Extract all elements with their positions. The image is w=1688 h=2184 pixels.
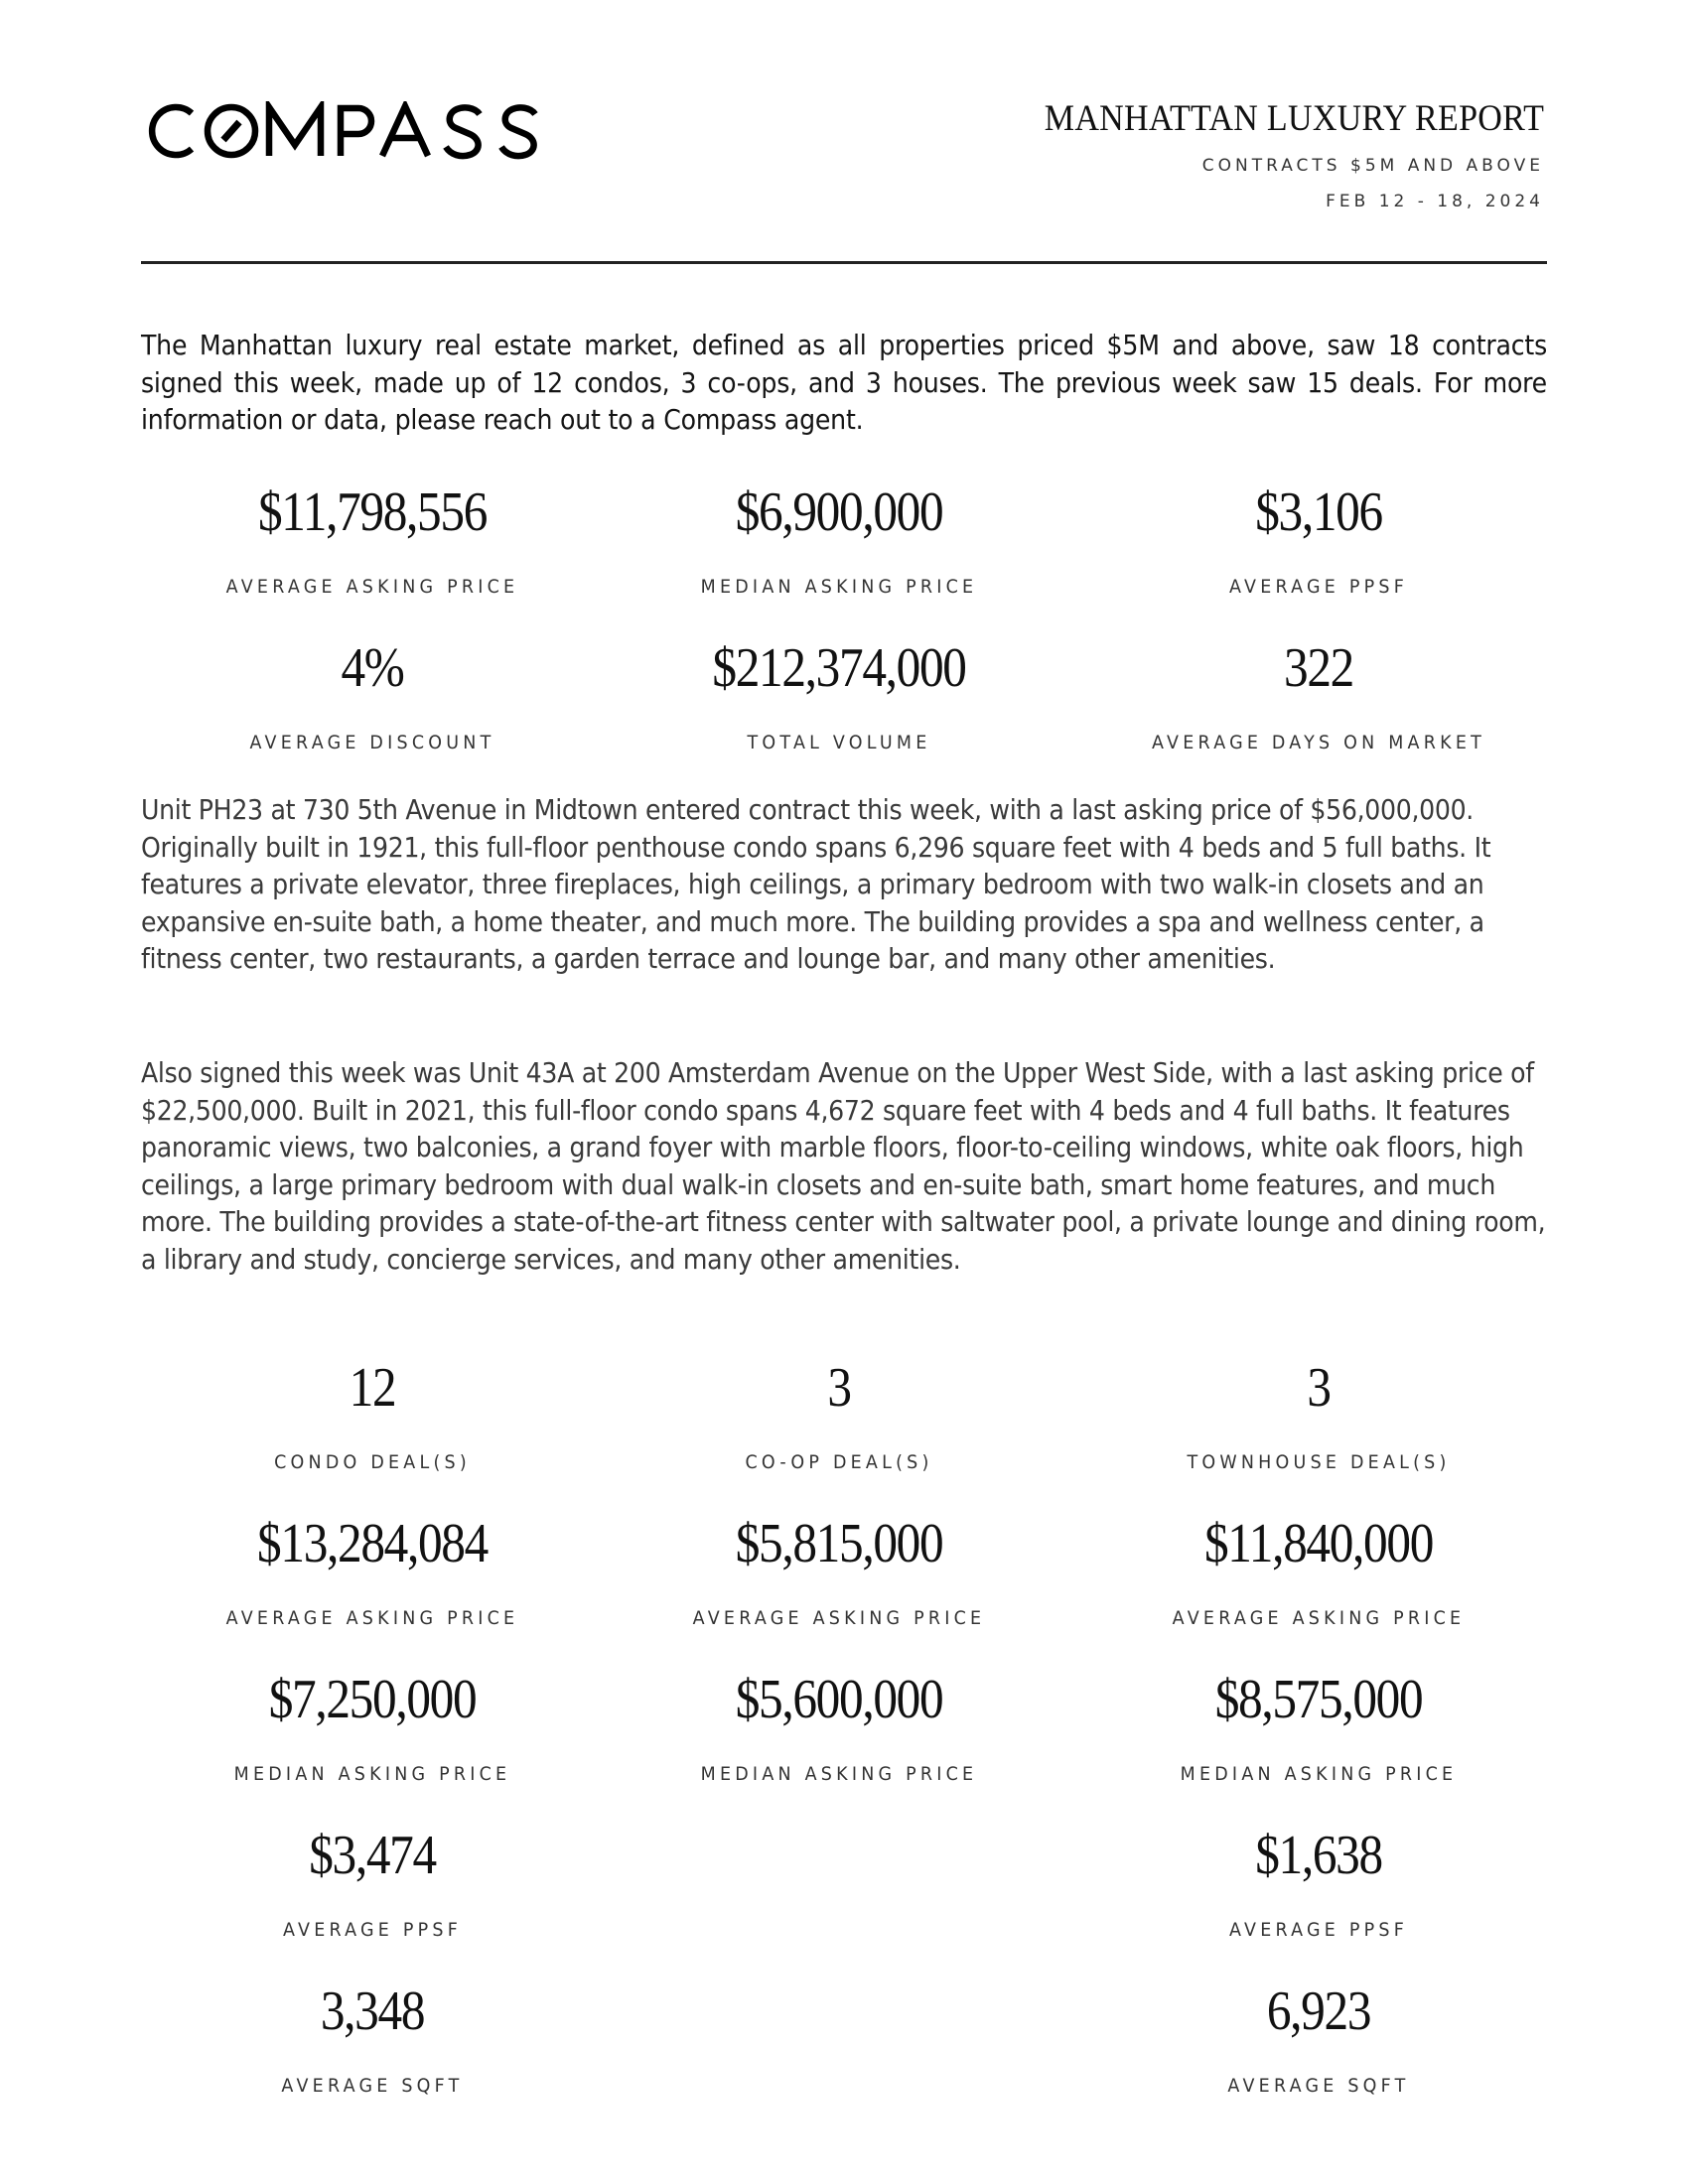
stat-label: AVERAGE PPSF bbox=[1228, 1919, 1409, 1941]
stat-label: MEDIAN ASKING PRICE bbox=[700, 1763, 978, 1785]
stat-value: $3,474 bbox=[309, 1825, 436, 1886]
highlight-paragraph-2: Also signed this week was Unit 43A at 200 Amsterdam Avenue on the Upper West Side, with a last asking price of $22,500,000. Built in 2021, this full-floor condo spans 4,672 square feet with 4 beds and 4 full baths. It features panoramic views, two balconies, a grand foyer with marble floors, floor-to-ceiling windows, white oak floors, high ceilings, a large primary bedroom with dual walk-in closets and en-suite bath, smart home features, and much more. The building provides a state-of-the-art fitness center with saltwater pool, a private lounge and dining room, a library and study, concierge services, and many other amenities. bbox=[141, 1056, 1546, 1276]
stat-label: AVERAGE DISCOUNT bbox=[249, 732, 495, 753]
report-date-range: FEB 12 - 18, 2024 bbox=[1326, 192, 1544, 211]
condo-average-ppsf bbox=[144, 1825, 601, 1941]
coop-median-asking-price bbox=[611, 1669, 1067, 1785]
stat-label: AVERAGE ASKING PRICE bbox=[1172, 1607, 1466, 1629]
stat-label: AVERAGE ASKING PRICE bbox=[225, 1607, 519, 1629]
stat-value: $11,840,000 bbox=[1203, 1513, 1434, 1574]
stat-average-ppsf bbox=[1090, 481, 1547, 598]
stat-value: 3,348 bbox=[320, 1980, 425, 2042]
stat-value: $5,600,000 bbox=[735, 1669, 943, 1730]
stat-value: 12 bbox=[349, 1357, 396, 1419]
townhouse-average-sqft bbox=[1090, 1980, 1547, 2097]
stat-label: TOWNHOUSE DEAL(S) bbox=[1187, 1451, 1451, 1473]
condo-average-sqft bbox=[144, 1980, 601, 2097]
stat-label: CONDO DEAL(S) bbox=[274, 1451, 471, 1473]
stat-label: AVERAGE SQFT bbox=[1227, 2075, 1410, 2097]
stat-average-asking-price bbox=[144, 481, 601, 598]
stat-label: AVERAGE SQFT bbox=[281, 2075, 464, 2097]
stat-label: MEDIAN ASKING PRICE bbox=[233, 1763, 511, 1785]
compass-logo-icon bbox=[144, 101, 571, 161]
stat-label: TOTAL VOLUME bbox=[747, 732, 931, 753]
stat-label: AVERAGE DAYS ON MARKET bbox=[1151, 732, 1486, 753]
stat-label: MEDIAN ASKING PRICE bbox=[1180, 1763, 1458, 1785]
stat-label: AVERAGE PPSF bbox=[282, 1919, 463, 1941]
stat-label: AVERAGE ASKING PRICE bbox=[225, 576, 519, 598]
stat-median-asking-price bbox=[611, 481, 1067, 598]
townhouse-average-asking-price bbox=[1090, 1513, 1547, 1629]
stat-value: 322 bbox=[1284, 637, 1353, 699]
stat-average-days-on-market bbox=[1090, 637, 1547, 753]
stat-value: $6,900,000 bbox=[735, 481, 943, 543]
report-title: MANHATTAN LUXURY REPORT bbox=[1044, 98, 1544, 139]
compass-logo bbox=[144, 99, 571, 163]
stat-value: $7,250,000 bbox=[268, 1669, 477, 1730]
stat-label: MEDIAN ASKING PRICE bbox=[700, 576, 978, 598]
stat-value: $212,374,000 bbox=[712, 637, 966, 699]
stat-value: $13,284,084 bbox=[257, 1513, 488, 1574]
stat-total-volume bbox=[611, 637, 1067, 753]
condo-average-asking-price bbox=[144, 1513, 601, 1629]
condo-deals bbox=[144, 1357, 601, 1473]
report-subtitle: CONTRACTS $5M AND ABOVE bbox=[1201, 156, 1544, 176]
townhouse-average-ppsf bbox=[1090, 1825, 1547, 1941]
townhouse-median-asking-price bbox=[1090, 1669, 1547, 1785]
stat-average-discount bbox=[144, 637, 601, 753]
intro-paragraph: The Manhattan luxury real estate market, defined as all properties priced $5M and above, saw 18 contracts signed this week, made up of 12 condos, 3 co-ops, and 3 houses. The previous week saw 15 deals. For more information or data, please reach out to a Compass agent. bbox=[141, 329, 1547, 436]
highlight-paragraph-1: Unit PH23 at 730 5th Avenue in Midtown entered contract this week, with a last asking price of $56,000,000. Originally built in 1921, this full-floor penthouse condo spans 6,296 square feet with 4 beds and 5 full baths. It features a private elevator, three fireplaces, high ceilings, a primary bedroom with two walk-in closets and an expansive en-suite bath, a home theater, and much more. The building provides a spa and wellness center, a fitness center, two restaurants, a garden terrace and lounge bar, and many other amenities. bbox=[141, 793, 1491, 975]
stat-value: 3 bbox=[827, 1357, 851, 1419]
stat-label: CO-OP DEAL(S) bbox=[745, 1451, 933, 1473]
stat-value: $3,106 bbox=[1255, 481, 1382, 543]
stat-value: 4% bbox=[341, 637, 404, 699]
coop-average-asking-price bbox=[611, 1513, 1067, 1629]
stat-value: $5,815,000 bbox=[735, 1513, 943, 1574]
stat-value: 6,923 bbox=[1266, 1980, 1371, 2042]
townhouse-deals bbox=[1090, 1357, 1547, 1473]
condo-median-asking-price bbox=[144, 1669, 601, 1785]
stat-label: AVERAGE PPSF bbox=[1228, 576, 1409, 598]
stat-label: AVERAGE ASKING PRICE bbox=[692, 1607, 986, 1629]
header-divider bbox=[141, 261, 1547, 264]
stat-value: $1,638 bbox=[1255, 1825, 1382, 1886]
stat-value: $8,575,000 bbox=[1214, 1669, 1423, 1730]
coop-deals bbox=[611, 1357, 1067, 1473]
stat-value: $11,798,556 bbox=[257, 481, 488, 543]
stat-value: 3 bbox=[1307, 1357, 1331, 1419]
